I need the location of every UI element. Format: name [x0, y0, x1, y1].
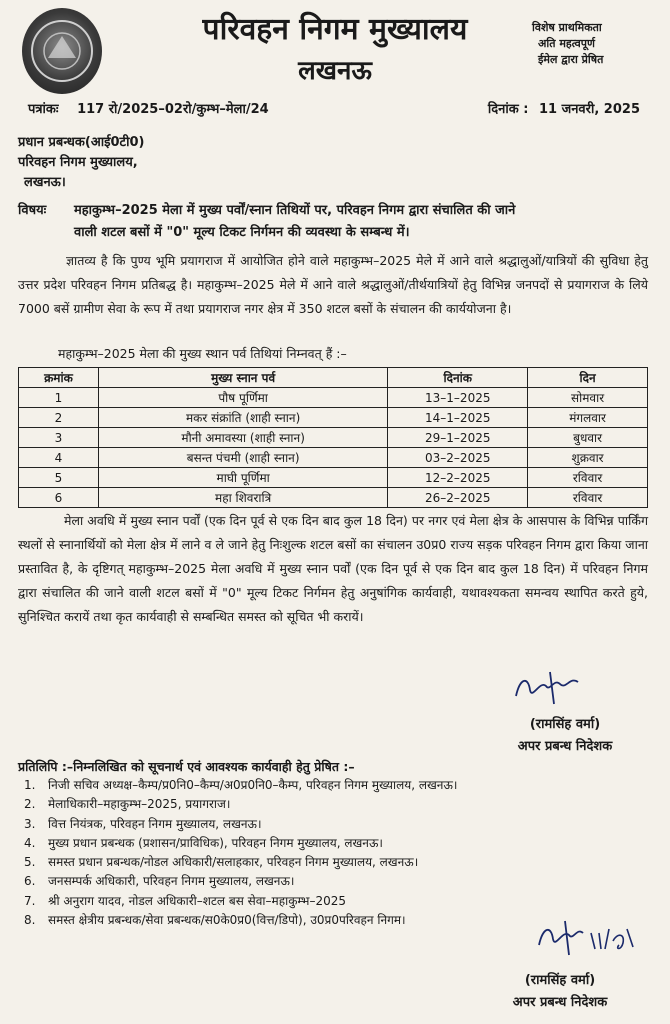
cell-date: 26–2–2025	[388, 488, 528, 508]
list-item	[20, 872, 640, 891]
item-text: श्री अनुराग यादव, नोडल अधिकारी–शटल बस सेवा–महाकुम्भ–2025	[48, 893, 346, 908]
date-label: दिनांक :	[487, 102, 529, 117]
signature-image	[510, 668, 590, 708]
item-text: समस्त क्षेत्रीय प्रबन्धक/सेवा प्रबन्धक/स0के0प्र0(वित्त/डिपो), उ0प्र0परिवहन निगम।	[48, 913, 406, 928]
addressee-line: लखनऊ।	[24, 175, 66, 190]
subject-label: विषयः	[18, 203, 47, 218]
cell-serial: 1	[19, 388, 99, 408]
cell-serial: 3	[19, 428, 99, 448]
priority-line: ईमेल द्वारा प्रेषित	[538, 53, 604, 66]
cell-day: रविवार	[528, 488, 648, 508]
list-item	[20, 815, 640, 834]
signatory-designation: अपर प्रबन्ध निदेशक	[512, 995, 608, 1010]
table-row	[19, 468, 648, 488]
item-number: 5.	[24, 855, 36, 870]
col-header-date: दिनांक	[388, 368, 528, 388]
subject-line-1: महाकुम्भ–2025 मेला में मुख्य पर्वों/स्नान तिथियों पर, परिवहन निगम द्वारा संचालित की जाने	[74, 203, 516, 218]
signatory-name: (रामसिंह वर्मा)	[529, 717, 601, 732]
emblem-icon	[22, 8, 102, 94]
priority-line: विशेष प्राथमिकता	[532, 21, 602, 34]
table-header-row	[19, 368, 648, 388]
date-value: 11 जनवरी, 2025	[538, 102, 640, 117]
ref-label: पत्रांकः	[28, 102, 59, 117]
subject	[18, 200, 648, 244]
item-text: मेलाधिकारी–महाकुम्भ–2025, प्रयागराज।	[48, 797, 231, 812]
paragraph-intro: ज्ञातव्य है कि पुण्य भूमि प्रयागराज में आयोजित होने वाले महाकुम्भ–2025 मेले में आने वाले श्रद्धालुओं/यात्रियों की सुविधा हेतु उत्तर प्रदेश परिवहन निगम प्रतिबद्ध है। महाकुम्भ–2025 मेले में आने वाले श्रद्धालुओं/तीर्थयात्रियों हेतु विभिन्न जनपदों से प्रयागराज के लिये 7000 बसें ग्रामीण सेवा के रूप में तथा प्रयागराज नगर क्षेत्र में 350 शटल बसों के संचालन की कार्ययोजना है।	[18, 253, 648, 316]
item-text: वित्त नियंत्रक, परिवहन निगम मुख्यालय, लखनऊ।	[48, 816, 262, 831]
cell-date: 29–1–2025	[388, 428, 528, 448]
cell-serial: 2	[19, 408, 99, 428]
bathing-dates-table	[18, 367, 648, 508]
addressee-line: प्रधान प्रबन्धक(आई0टी0)	[18, 135, 145, 150]
org-name: परिवहन निगम मुख्यालय	[202, 12, 468, 47]
cell-day: बुधवार	[528, 428, 648, 448]
cell-serial: 6	[19, 488, 99, 508]
signatory-block	[490, 714, 640, 758]
cell-day: रविवार	[528, 468, 648, 488]
signatory-block-copy	[480, 970, 640, 1014]
item-number: 3.	[24, 816, 36, 831]
cell-serial: 5	[19, 468, 99, 488]
item-number: 7.	[24, 893, 36, 908]
item-number: 4.	[24, 835, 36, 850]
priority-stamp	[532, 20, 662, 68]
cell-date: 13–1–2025	[388, 388, 528, 408]
subject-line-2: वाली शटल बसों में "0" मूल्य टिकट निर्गमन की व्यवस्था के सम्बन्ध में।	[74, 225, 410, 240]
cell-festival: पौष पूर्णिमा	[98, 388, 387, 408]
signature-image	[535, 915, 645, 960]
list-item	[20, 776, 640, 795]
addressee-line: परिवहन निगम मुख्यालय,	[18, 155, 138, 170]
table-row	[19, 428, 648, 448]
cell-day: मंगलवार	[528, 408, 648, 428]
cell-day: सोमवार	[528, 388, 648, 408]
cell-festival: माघी पूर्णिमा	[98, 468, 387, 488]
cell-serial: 4	[19, 448, 99, 468]
list-item	[20, 795, 640, 814]
cell-festival: मौनी अमावस्या (शाही स्नान)	[98, 428, 387, 448]
copy-to-list	[20, 776, 640, 930]
table-intro: महाकुम्भ–2025 मेला की मुख्य स्थान पर्व तिथियां निम्नवत् हैं :–	[58, 346, 347, 361]
table-row	[19, 448, 648, 468]
reference-line	[28, 100, 640, 120]
item-number: 8.	[24, 913, 36, 928]
list-item	[20, 892, 640, 911]
ref-number: 117 रो/2025–02रो/कुम्भ–मेला/24	[77, 102, 269, 117]
signatory-designation: अपर प्रबन्ध निदेशक	[517, 739, 613, 754]
cell-festival: बसन्त पंचमी (शाही स्नान)	[98, 448, 387, 468]
item-number: 1.	[24, 778, 36, 792]
col-header-festival: मुख्य स्नान पर्व	[98, 368, 387, 388]
item-number: 6.	[24, 874, 36, 889]
item-text: निजी सचिव अध्यक्ष–कैम्प/प्र0नि0–कैम्प/अ0प्र0नि0–कैम्प, परिवहन निगम मुख्यालय, लखनऊ।	[48, 778, 458, 792]
cell-date: 03–2–2025	[388, 448, 528, 468]
addressee	[18, 133, 144, 193]
table-row	[19, 388, 648, 408]
cell-festival: मकर संक्रांति (शाही स्नान)	[98, 408, 387, 428]
col-header-day: दिन	[528, 368, 648, 388]
paragraph-instruction: मेला अवधि में मुख्य स्नान पर्वों (एक दिन पूर्व से एक दिन बाद कुल 18 दिन) पर नगर एवं मेला क्षेत्र के आसपास के विभिन्न पार्किंग स्थलों से स्नानार्थियों को मेला क्षेत्र में लाने व ले जाने हेतु निःशुल्क शटल बसों का संचालन उ0प्र0 राज्य सड़क परिवहन निगम द्वारा किया जाना प्रस्तावित है, के दृष्टिगत् महाकुम्भ–2025 मेला अवधि में मुख्य स्नान पर्वों (एक दिन पूर्व से एक दिन बाद कुल 18 दिन) में परिवहन निगम द्वारा संचालित की जाने वाली शटल बसों में "0" मूल्य टिकट निर्गमन हेतु अनुषांगिक कार्यवाही, यथावश्यकता समन्वय स्थापित करते हुये, सुनिश्चित करायें तथा कृत कार्यवाही से सम्बन्धित समस्त को सूचित भी करायें।	[18, 513, 648, 624]
item-text: जनसम्पर्क अधिकारी, परिवहन निगम मुख्यालय, लखनऊ।	[48, 874, 295, 889]
table-row	[19, 408, 648, 428]
cell-day: शुक्रवार	[528, 448, 648, 468]
item-text: समस्त प्रधान प्रबन्धक/नोडल अधिकारी/सलाहकार, परिवहन निगम मुख्यालय, लखनऊ।	[48, 855, 419, 870]
logo-emblem	[22, 8, 102, 94]
cell-date: 14–1–2025	[388, 408, 528, 428]
col-header-serial: क्रमांक	[19, 368, 99, 388]
priority-line: अति महत्वपूर्ण	[538, 37, 596, 50]
org-city: लखनऊ	[298, 56, 372, 86]
copy-to-heading: प्रतिलिपि :–निम्नलिखित को सूचनार्थ एवं आवश्यक कार्यवाही हेतु प्रेषित :–	[18, 759, 355, 774]
signatory-name: (रामसिंह वर्मा)	[524, 973, 596, 988]
cell-festival: महा शिवरात्रि	[98, 488, 387, 508]
item-text: मुख्य प्रधान प्रबन्धक (प्रशासन/प्राविधिक), परिवहन निगम मुख्यालय, लखनऊ।	[48, 835, 383, 850]
table-row	[19, 488, 648, 508]
list-item	[20, 853, 640, 872]
cell-date: 12–2–2025	[388, 468, 528, 488]
letter-date	[488, 100, 640, 120]
list-item	[20, 834, 640, 853]
item-number: 2.	[24, 797, 36, 812]
